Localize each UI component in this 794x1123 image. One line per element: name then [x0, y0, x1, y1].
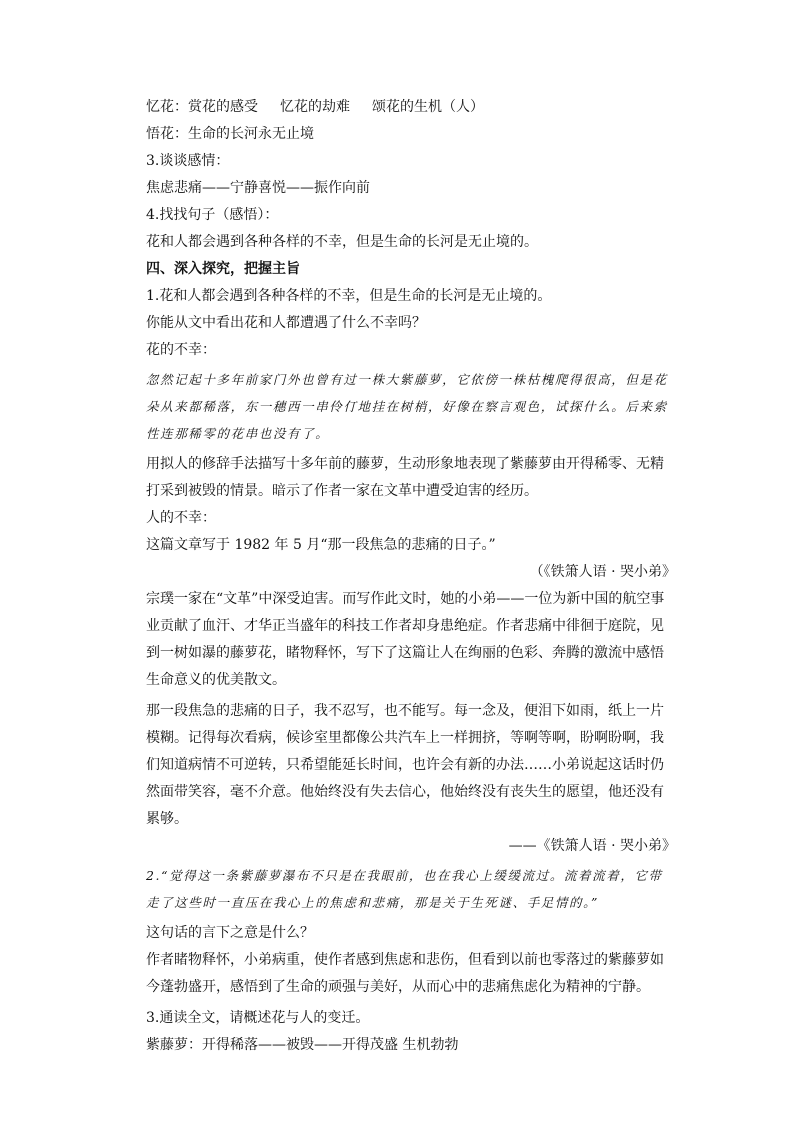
source-citation-1: （《铁箫人语 · 哭小弟》 [529, 564, 676, 580]
question-3: 3.通读全文，请概述花与人的变迁。 [146, 1010, 370, 1026]
person-misfortune-title: 人的不幸： [146, 510, 216, 526]
wisteria-summary: 紫藤萝：开得稀落——被毁——开得茂盛 生机勃勃 [146, 1037, 459, 1053]
question-2: 这句话的言下之意是什么？ [146, 925, 314, 941]
outline-line-1 [146, 94, 676, 121]
sentence-heading: 4.找找句子（感悟）： [146, 207, 279, 223]
question-1-sub: 你能从文中看出花和人都遭遇了什么不幸吗？ [146, 315, 426, 331]
answer-paragraph-2: 作者睹物释怀，小弟病重，使作者感到焦虑和悲伤，但看到以前也零落过的紫藤萝如今蓬勃盛开，感悟到了生命的顽强与美好，从而心中的悲痛焦虑化为精神的宁静。 [146, 952, 664, 995]
background-paragraph: 宗璞一家在“文革”中深受迫害。而写作此文时，她的小弟——一位为新中国的航空事业贡献了血汗、才华正当盛年的科技工作者却身患绝症。作者悲痛中徘徊于庭院，见到一树如瀑的藤萝花，睹物释怀，写下了这篇让人在绚丽的色彩、奔腾的激流中感悟生命意义的优美散文。 [146, 591, 665, 688]
quote-paragraph-2: 2.“觉得这一条紫藤萝瀑布不只是在我眼前，也在我心上缓缓流过。流着流着，它带走了这些时一直压在我心上的焦虑和悲痛，那是关于生死谜、手足情的。” [146, 868, 663, 910]
sentence-line: 花和人都会遇到各种各样的不幸，但是生命的长河是无止境的。 [146, 234, 538, 250]
outline-line-2: 悟花：生命的长河永无止境 [146, 126, 314, 142]
emotion-heading: 3.谈谈感情： [146, 153, 230, 169]
outline-item-3: 颂花的生机（人） [372, 99, 484, 115]
section-heading-4: 四、深入探究，把握主旨 [146, 261, 300, 277]
emotion-line: 焦虑悲痛——宁静喜悦——振作向前 [146, 180, 370, 196]
question-1: 1.花和人都会遇到各种各样的不幸，但是生命的长河是无止境的。 [146, 288, 552, 304]
quote-paragraph-1: 忽然记起十多年前家门外也曾有过一株大紫藤萝，它依傍一株枯槐爬得很高，但是花朵从来都稀落，东一穗西一串伶仃地挂在树梢，好像在察言观色，试探什么。后来索性连那稀零的花串也没有了。 [146, 372, 668, 441]
excerpt-paragraph: 那一段焦急的悲痛的日子，我不忍写，也不能写。每一念及，便泪下如雨，纸上一片模糊。记得每次看病，候诊室里都像公共汽车上一样拥挤，等啊等啊，盼啊盼啊，我们知道病情不可逆转，只希望能延长时间，也许会有新的办法……小弟说起这话时仍然面带笑容，毫不介意。他始终没有失去信心，他始终没有丧失生的愿望，他还没有累够。 [146, 703, 664, 827]
analysis-paragraph-1: 用拟人的修辞手法描写十多年前的藤萝，生动形象地表现了紫藤萝由开得稀零、无精打采到被毁的情景。暗示了作者一家在文革中遭受迫害的经历。 [146, 456, 664, 499]
source-citation-2: ——《铁箫人语 · 哭小弟》 [508, 838, 676, 854]
outline-item-1: 忆花：赏花的感受 [146, 99, 258, 115]
document-content [146, 94, 676, 1059]
outline-item-2: 忆花的劫难 [280, 99, 350, 115]
flower-misfortune-title: 花的不幸： [146, 342, 216, 358]
date-paragraph: 这篇文章写于 1982 年 5 月“那一段焦急的悲痛的日子。” [146, 537, 496, 553]
